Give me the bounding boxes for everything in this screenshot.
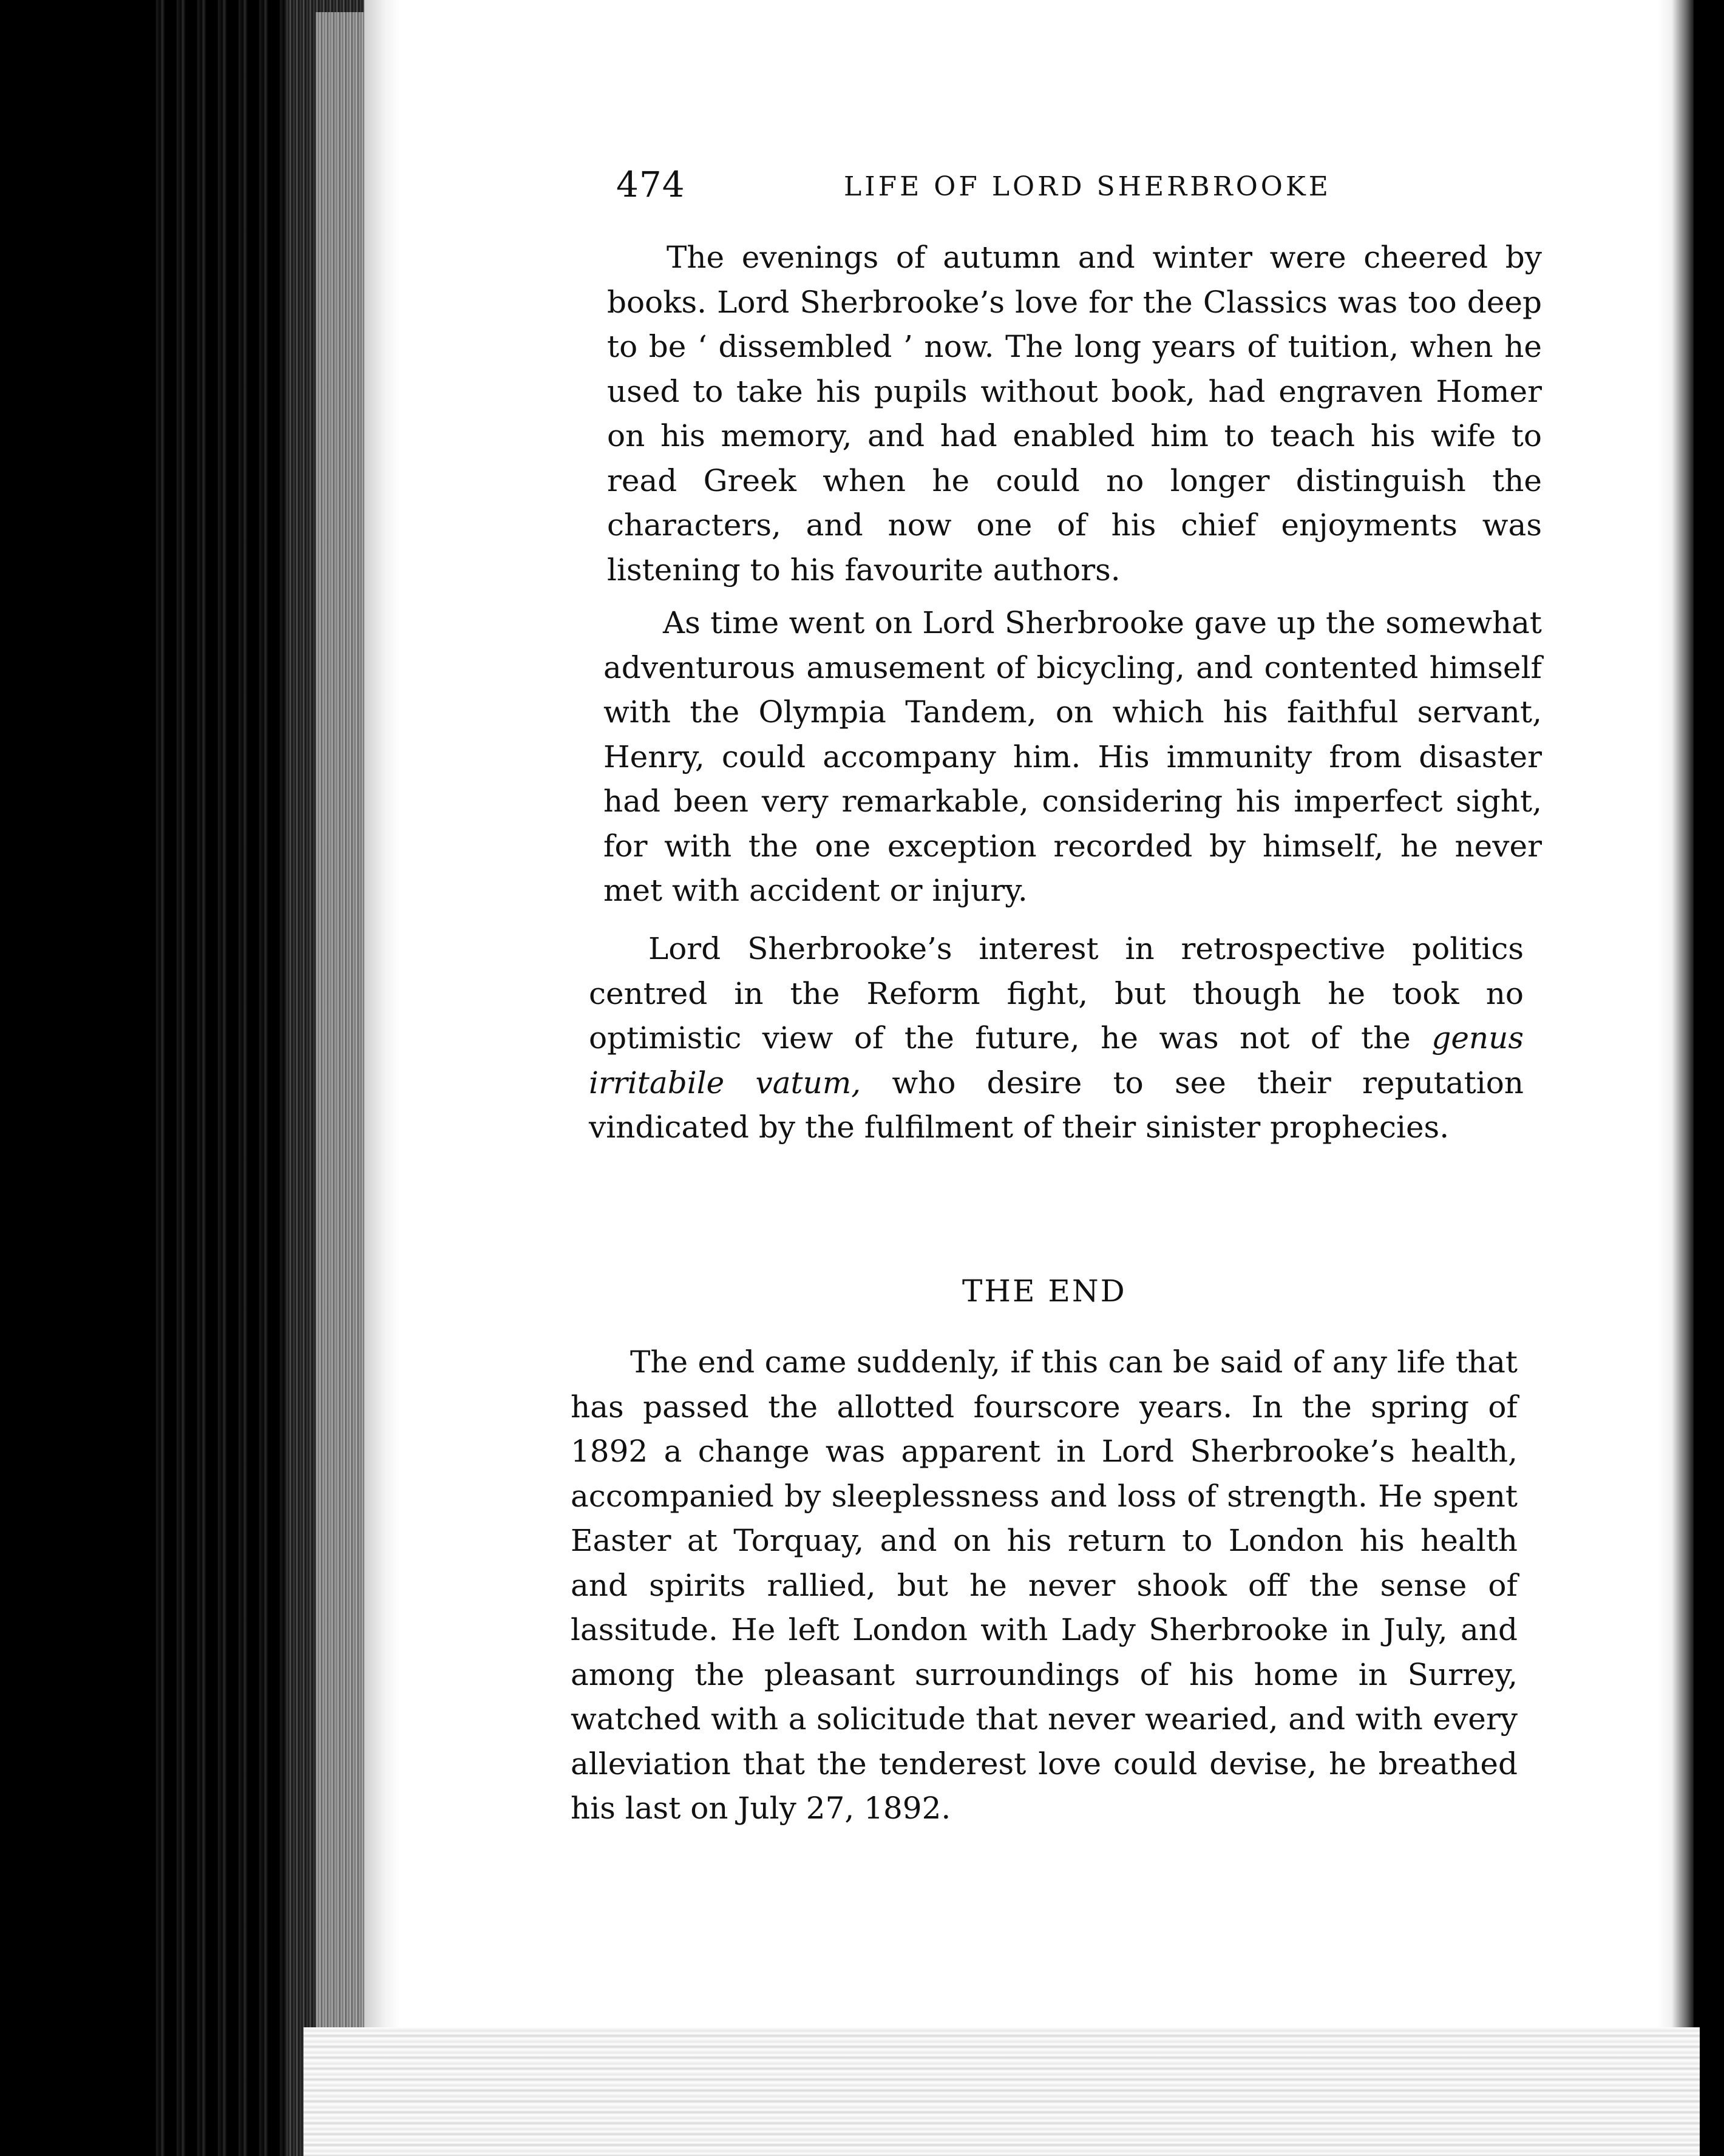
section-heading: THE END <box>962 1273 1127 1309</box>
paragraph-text: The evenings of autumn and winter were cheered by books. Lord Sherbrooke’s love for the Classics was too deep to be ‘ dissembled ’ now. The long years of tuition, when he used to take his pupils without book, had engraven Homer on his memory, and had enabled him to teach his wife to read Greek when he could no longer distinguish the characters, and now one of his chief enjoyments was listening to his favourite authors. <box>607 240 1542 588</box>
paragraph-text: who desire to see their reputation vindicated by the fulfilment of their sinister prophecies. <box>589 1065 1524 1145</box>
paragraph <box>607 236 1542 592</box>
page-right-edge <box>1657 0 1694 2156</box>
paragraph <box>571 1340 1518 1831</box>
running-head: LIFE OF LORD SHERBROOKE <box>844 171 1331 202</box>
page-header <box>616 164 1331 212</box>
paragraph-text: The end came suddenly, if this can be said of any life that has passed the allotted fourscore years. In the spring of 1892 a change was apparent in Lord Sherbrooke’s health, accompanied by sleeplessness and loss of strength. He spent Easter at Torquay, and on his return to London his health and spirits rallied, but he never shook off the sense of lassitude. He left London with Lady Sherbrooke in July, and among the pleasant surroundings of his home in Surrey, watched with a solicitude that never wearied, and with every alleviation that the tenderest love could devise, he breathed his last on July 27, 1892. <box>571 1344 1518 1826</box>
scan-background-right <box>1694 0 1724 2156</box>
gutter-shadow <box>364 0 401 2027</box>
scan-background-dark <box>0 0 146 2156</box>
paragraph <box>603 601 1542 914</box>
latin-phrase: genus irritabile vatum, <box>589 1020 1524 1100</box>
page-bottom-edge <box>304 2027 1700 2156</box>
paragraph <box>589 927 1524 1150</box>
page-number: 474 <box>616 164 685 205</box>
paragraph-text: As time went on Lord Sherbrooke gave up the somewhat adventurous amusement of bicycling, and contented himself with the Olympia Tandem, on which his faithful servant, Henry, could accompany him. His immunity from disaster had been very remarkable, considering his imperfect sight, for with the one exception recorded by himself, he never met with accident or injury. <box>603 605 1542 908</box>
paragraph-text: Lord Sherbrooke’s interest in retrospective politics centred in the Reform fight, but though he took no optimistic view of the future, he was not of the <box>589 931 1524 1056</box>
